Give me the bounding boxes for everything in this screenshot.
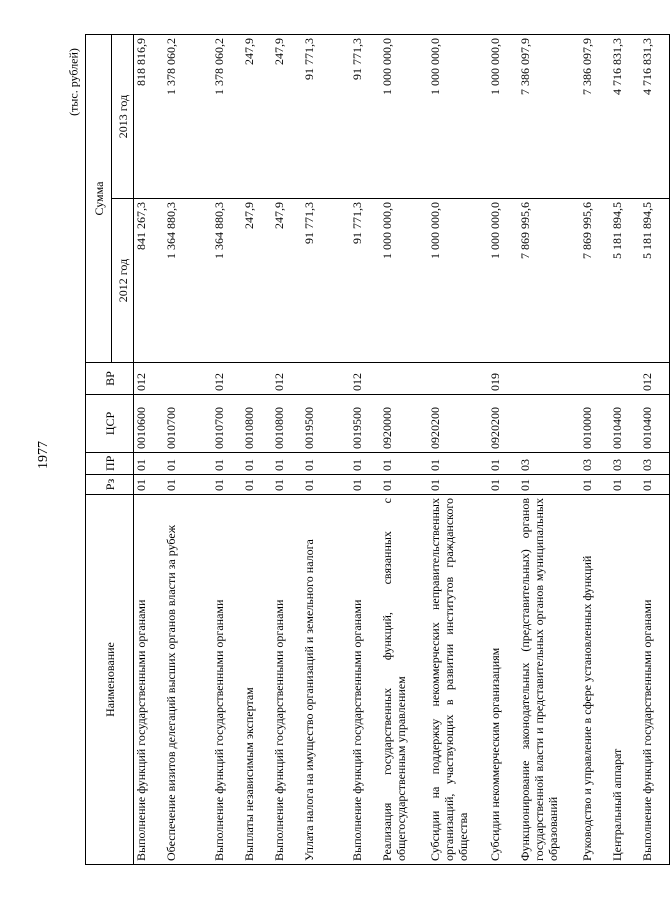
row-pr: 03 [580, 453, 610, 475]
table-row [272, 34, 302, 864]
row-vr [610, 363, 640, 395]
table-row [380, 34, 428, 864]
table-row [640, 34, 670, 864]
row-rz: 01 [350, 475, 380, 495]
row-name: Руководство и управление в сфере установленных функций [580, 495, 610, 865]
row-pr: 01 [272, 453, 302, 475]
row-csr: 0920200 [428, 395, 488, 453]
row-rz: 01 [518, 475, 580, 495]
row-vr [580, 363, 610, 395]
row-rz: 01 [302, 475, 350, 495]
row-sum-2013: 91 771,3 [350, 34, 380, 198]
budget-table-container [85, 35, 654, 865]
row-pr: 03 [640, 453, 670, 475]
row-sum-2012: 1 364 880,3 [164, 199, 212, 363]
row-sum-2013: 818 816,9 [134, 34, 164, 198]
row-sum-2012: 1 364 880,3 [212, 199, 242, 363]
row-sum-2013: 1 000 000,0 [380, 34, 428, 198]
row-csr: 0019500 [302, 395, 350, 453]
row-name: Выполнение функций государственными органами [212, 495, 242, 865]
row-pr: 01 [488, 453, 518, 475]
row-sum-2013: 4 716 831,3 [640, 34, 670, 198]
row-vr [302, 363, 350, 395]
row-name: Субсидии на поддержку некоммерческих неправительственных организаций, участвующих в развитии институтов гражданского общества [428, 495, 488, 865]
row-sum-2013: 1 000 000,0 [428, 34, 488, 198]
table-row [610, 34, 640, 864]
row-rz: 01 [212, 475, 242, 495]
row-csr: 0010800 [242, 395, 272, 453]
row-sum-2013: 247,9 [272, 34, 302, 198]
row-rz: 01 [242, 475, 272, 495]
row-sum-2013: 91 771,3 [302, 34, 350, 198]
row-name: Выполнение функций государственными органами [272, 495, 302, 865]
row-csr: 0019500 [350, 395, 380, 453]
budget-table [85, 34, 670, 865]
header-year-2013: 2013 год [112, 34, 134, 198]
table-row [580, 34, 610, 864]
header-year-2012: 2012 год [112, 199, 134, 363]
row-name: Выполнение функций государственными органами [350, 495, 380, 865]
row-sum-2012: 1 000 000,0 [380, 199, 428, 363]
row-pr: 01 [134, 453, 164, 475]
row-rz: 01 [272, 475, 302, 495]
row-rz: 01 [640, 475, 670, 495]
row-csr: 0920000 [380, 395, 428, 453]
row-name: Выполнение функций государственными органами [134, 495, 164, 865]
page-number: 1977 [36, 441, 51, 469]
row-csr [518, 395, 580, 453]
row-rz: 01 [610, 475, 640, 495]
row-sum-2013: 247,9 [242, 34, 272, 198]
row-name: Обеспечение визитов делегаций высших органов власти за рубеж [164, 495, 212, 865]
row-vr [428, 363, 488, 395]
row-sum-2012: 1 000 000,0 [488, 199, 518, 363]
row-sum-2013: 1 378 060,2 [212, 34, 242, 198]
table-row [212, 34, 242, 864]
header-sum: Сумма [86, 34, 112, 362]
table-row [488, 34, 518, 864]
row-csr: 0010400 [610, 395, 640, 453]
row-csr: 0010800 [272, 395, 302, 453]
row-rz: 01 [134, 475, 164, 495]
header-csr: ЦСР [86, 395, 134, 453]
row-sum-2012: 91 771,3 [350, 199, 380, 363]
row-rz: 01 [164, 475, 212, 495]
header-pr: ПР [86, 453, 134, 475]
row-sum-2012: 247,9 [272, 199, 302, 363]
row-name: Центральный аппарат [610, 495, 640, 865]
row-sum-2012: 91 771,3 [302, 199, 350, 363]
row-sum-2012: 7 869 995,6 [518, 199, 580, 363]
row-sum-2013: 4 716 831,3 [610, 34, 640, 198]
row-vr: 012 [212, 363, 242, 395]
row-pr: 01 [242, 453, 272, 475]
row-pr: 01 [428, 453, 488, 475]
row-vr: 012 [640, 363, 670, 395]
row-name: Субсидии некоммерческим организациям [488, 495, 518, 865]
row-pr: 01 [380, 453, 428, 475]
row-vr: 012 [134, 363, 164, 395]
row-vr [380, 363, 428, 395]
table-row [302, 34, 350, 864]
row-vr [164, 363, 212, 395]
row-pr: 01 [212, 453, 242, 475]
table-row [350, 34, 380, 864]
table-row [428, 34, 488, 864]
row-vr: 012 [272, 363, 302, 395]
row-vr: 012 [350, 363, 380, 395]
row-csr: 0010700 [164, 395, 212, 453]
table-row [134, 34, 164, 864]
row-pr: 01 [302, 453, 350, 475]
header-name: Наименование [86, 495, 134, 865]
row-pr: 01 [350, 453, 380, 475]
table-row [164, 34, 212, 864]
row-rz: 01 [380, 475, 428, 495]
header-vr: ВР [86, 363, 134, 395]
table-row [242, 34, 272, 864]
row-sum-2013: 7 386 097,9 [518, 34, 580, 198]
row-name: Реализация государственных функций, связанных с общегосударственным управлением [380, 495, 428, 865]
row-name: Выплаты независимым экспертам [242, 495, 272, 865]
row-vr [518, 363, 580, 395]
row-csr: 0010700 [212, 395, 242, 453]
row-pr: 01 [164, 453, 212, 475]
table-header [86, 34, 134, 864]
row-sum-2012: 247,9 [242, 199, 272, 363]
header-rz: Рз [86, 475, 134, 495]
row-pr: 03 [518, 453, 580, 475]
row-rz: 01 [428, 475, 488, 495]
row-csr: 0920200 [488, 395, 518, 453]
row-name: Выполнение функций государственными органами [640, 495, 670, 865]
units-label: (тыс. рублей) [66, 48, 81, 116]
row-sum-2012: 5 181 894,5 [610, 199, 640, 363]
row-name: Уплата налога на имущество организаций и земельного налога [302, 495, 350, 865]
row-vr: 019 [488, 363, 518, 395]
row-rz: 01 [580, 475, 610, 495]
row-sum-2012: 841 267,3 [134, 199, 164, 363]
table-row [518, 34, 580, 864]
row-csr: 0010000 [580, 395, 610, 453]
row-rz: 01 [488, 475, 518, 495]
row-pr: 03 [610, 453, 640, 475]
row-sum-2012: 7 869 995,6 [580, 199, 610, 363]
row-sum-2013: 1 000 000,0 [488, 34, 518, 198]
row-vr [242, 363, 272, 395]
table-body [134, 34, 670, 864]
row-name: Функционирование законодательных (представительных) органов государственной власти и представительных органов муниципальных образований [518, 495, 580, 865]
row-csr: 0010400 [640, 395, 670, 453]
row-sum-2012: 5 181 894,5 [640, 199, 670, 363]
row-sum-2013: 7 386 097,9 [580, 34, 610, 198]
row-csr: 0010600 [134, 395, 164, 453]
row-sum-2013: 1 378 060,2 [164, 34, 212, 198]
row-sum-2012: 1 000 000,0 [428, 199, 488, 363]
